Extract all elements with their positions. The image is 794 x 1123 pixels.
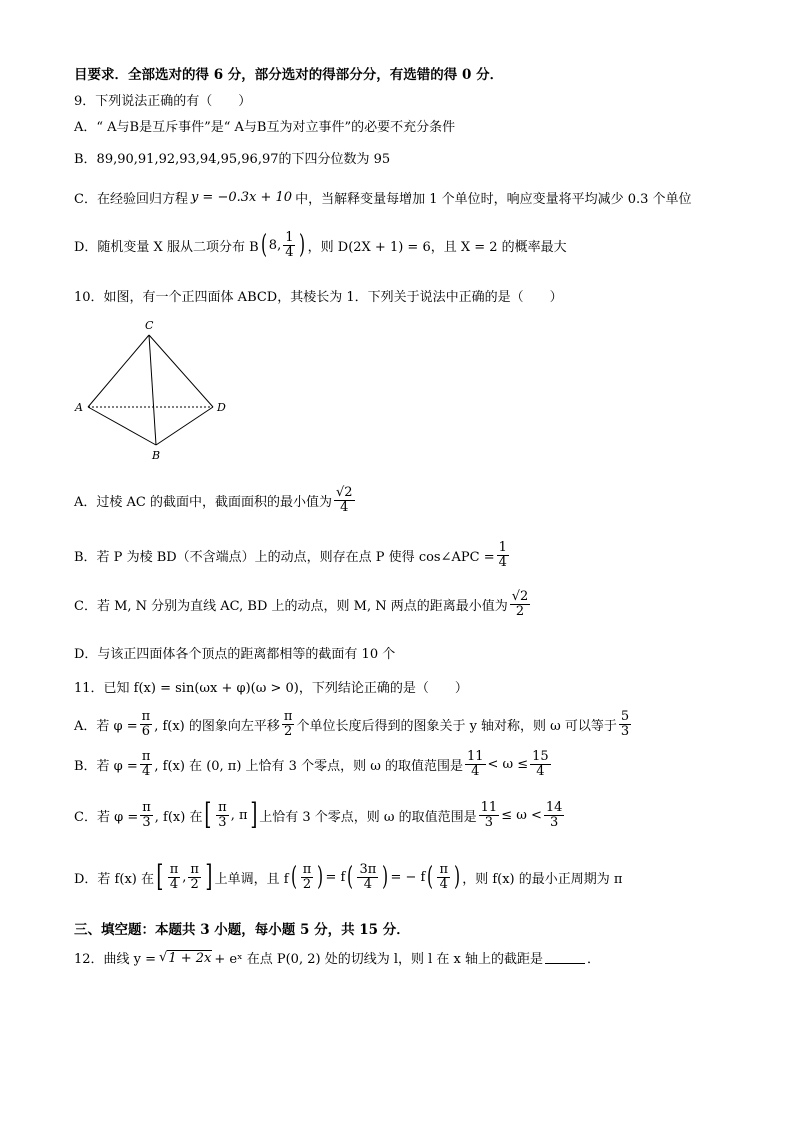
- fraction-sqrt2-2: $\frac{√2}{2}$: [511, 589, 529, 619]
- sqrt-expression: √ 1 + 2x: [159, 949, 212, 966]
- fraction-pi-4: $\frac{\pi}{4}$: [141, 749, 151, 779]
- q11-b-ineq: < ω ≤: [487, 756, 529, 772]
- q9-b-text: B．89,90,91,92,93,94,95,96,97的下四分位数为 95: [74, 152, 391, 167]
- paren-left: (: [347, 862, 354, 892]
- q12: [74, 948, 600, 967]
- bracket-right: ]: [205, 859, 213, 894]
- edge-db: [156, 407, 213, 445]
- edge-ca: [88, 335, 149, 407]
- q11-c-pre: C．若 φ =: [74, 809, 139, 825]
- q11-c-pi: , π: [230, 807, 248, 823]
- q11-option-d: D．若 f(x) 在 [ $\frac{\pi}{4}$ , $\frac{\pi}{2}$ ] 上单调，且 f ( $\frac{\pi}{2}$ ) = f ( $\frac{3\pi}{4}$ ) = − f ( $\frac{\pi}{4}$ ) ，则 f(x) 的最小正周期为 π: [74, 859, 623, 894]
- edge-cd: [149, 335, 213, 407]
- q9-d-mid: ，则 D(2X + 1) = 6，且 X = 2 的概率最大: [307, 239, 567, 255]
- q10-c-pre: C．若 M, N 分别为直线 AC, BD 上的动点，则 M, N 两点的距离最小值为: [74, 598, 508, 614]
- q9-stem-text: 9．下列说法正确的有（ ）: [74, 94, 252, 109]
- fraction-pi-2: $\frac{\pi}{2}$: [190, 861, 199, 892]
- bracket-left: [: [156, 859, 164, 894]
- q9-d-pre: D．随机变量 X 服从二项分布 B: [74, 239, 259, 255]
- paren-right: ): [382, 862, 389, 892]
- instruction-line: [74, 63, 503, 83]
- label-d: D: [217, 401, 226, 414]
- answer-blank[interactable]: [545, 951, 585, 964]
- label-a: A: [75, 401, 83, 414]
- fraction-1-4: $\frac{1}{4}$: [498, 540, 507, 570]
- fraction-pi-6: $\frac{\pi}{6}$: [141, 709, 151, 739]
- q11-d-pre: D．若 f(x) 在: [74, 871, 154, 887]
- fraction-pi-3: $\frac{\pi}{3}$: [218, 799, 227, 830]
- bracket-left: [: [204, 797, 212, 832]
- q9-option-a: [74, 116, 455, 135]
- section-3-heading: [74, 918, 410, 938]
- paren-right: ): [454, 862, 461, 892]
- q9-c-pre: C．在经验回归方程: [74, 192, 188, 207]
- paren-right: ): [317, 862, 324, 892]
- q11-c-ineq: ≤ ω <: [501, 807, 542, 823]
- q11-d-eq2: = − f: [390, 869, 426, 885]
- q9-c-equation: y = −0.3x + 10: [190, 190, 293, 205]
- fraction-pi-4: $\frac{\pi}{4}$: [169, 861, 179, 892]
- fraction-5-3: $\frac{5}{3}$: [620, 709, 630, 739]
- q11-d-eq1: = f: [325, 869, 346, 885]
- q10-d-text: D．与该正四面体各个顶点的距离都相等的截面有 10 个: [74, 647, 396, 662]
- q9-d-args: 8,: [268, 237, 282, 253]
- q10-a-pre: A．过棱 AC 的截面中，截面面积的最小值为: [74, 494, 332, 510]
- fraction-pi-3: $\frac{\pi}{3}$: [142, 799, 151, 830]
- q11-stem: [74, 677, 468, 696]
- fraction-11-4: $\frac{11}{4}$: [466, 749, 484, 779]
- q11-option-a: [74, 710, 633, 738]
- q11-b-pre: B．若 φ =: [74, 758, 138, 774]
- fraction-11-3: $\frac{11}{3}$: [480, 799, 498, 830]
- q11-option-c: [74, 797, 566, 832]
- q11-stem-text: 11．已知 f(x) = sin(ωx + φ)(ω > 0)，下列结论正确的是（ ）: [74, 681, 468, 696]
- label-b: B: [152, 449, 161, 462]
- q10-stem-text: 10．如图，有一个正四面体 ABCD，其棱长为 1．下列关于说法中正确的是（ ）: [74, 290, 563, 305]
- q10-option-a: [74, 486, 357, 514]
- q9-a-text: A．“ A与B是互斥事件”是“ A与B互为对立事件”的必要不充分条件: [74, 120, 456, 135]
- q9-option-d: [74, 231, 567, 259]
- q12-pre: 12．曲线 y =: [74, 952, 157, 967]
- q9-stem: [74, 90, 251, 109]
- q10-option-d: [74, 643, 395, 662]
- q10-b-pre: B．若 P 为棱 BD（不含端点）上的动点，则存在点 P 使得 cos∠APC =: [74, 549, 495, 565]
- fraction-3pi-4: $\frac{3\pi}{4}$: [359, 861, 377, 892]
- edge-ab: [88, 407, 156, 445]
- paren-left: (: [290, 862, 297, 892]
- q11-option-b: [74, 750, 553, 778]
- paren-right: ): [299, 230, 306, 261]
- q9-option-c: [74, 188, 692, 207]
- paren-left: (: [427, 862, 434, 892]
- q10-option-b: [74, 541, 511, 569]
- fraction-1-4: $\frac{1}{4}$: [285, 230, 294, 260]
- fraction-pi-4: $\frac{\pi}{4}$: [439, 861, 449, 892]
- q9-c-post: 中，当解释变量每增加 1 个单位时，响应变量将平均减少 0.3 个单位: [295, 192, 692, 207]
- q11-a-mid2: 个单位长度后得到的图象关于 y 轴对称，则 ω 可以等于: [296, 718, 617, 734]
- fraction-pi-2: $\frac{\pi}{2}$: [302, 861, 312, 892]
- q11-c-mid1: , f(x) 在: [154, 809, 203, 825]
- bracket-right: ]: [249, 797, 257, 832]
- tetrahedron-figure: [70, 315, 230, 465]
- q9-option-b: [74, 148, 390, 167]
- q12-end: ．: [587, 952, 601, 967]
- fraction-pi-2: $\frac{\pi}{2}$: [283, 709, 293, 739]
- label-c: C: [145, 319, 154, 332]
- fraction-15-4: $\frac{15}{4}$: [532, 749, 549, 779]
- section-3-text: 三、填空题：本题共 3 小题，每小题 5 分，共 15 分．: [74, 922, 410, 938]
- q10-stem: [74, 286, 563, 305]
- paren-left: (: [260, 230, 267, 261]
- q11-a-mid1: , f(x) 的图象向左平移: [154, 718, 280, 734]
- sqrt-radicand: 1 + 2x: [168, 950, 212, 966]
- q11-c-mid2: 上恰有 3 个零点，则 ω 的取值范围是: [259, 809, 477, 825]
- instruction-text: 目要求．全部选对的得 6 分，部分选对的得部分分，有选错的得 0 分．: [74, 67, 504, 83]
- q11-d-post: ，则 f(x) 的最小正周期为 π: [462, 871, 623, 887]
- fraction-14-3: $\frac{14}{3}$: [545, 799, 563, 830]
- edge-cb: [149, 335, 156, 445]
- q11-b-mid: , f(x) 在 (0, π) 上恰有 3 个零点，则 ω 的取值范围是: [154, 758, 463, 774]
- q10-option-c: [74, 590, 532, 618]
- q12-exp: + eˣ 在点 P(0, 2) 处的切线为 l，则 l 在 x 轴上的截距是: [214, 952, 544, 967]
- q11-d-mid1: 上单调，且 f: [214, 871, 289, 887]
- fraction-sqrt2-4: $\frac{√2}{4}$: [336, 485, 353, 515]
- q11-a-pre: A．若 φ =: [74, 718, 138, 734]
